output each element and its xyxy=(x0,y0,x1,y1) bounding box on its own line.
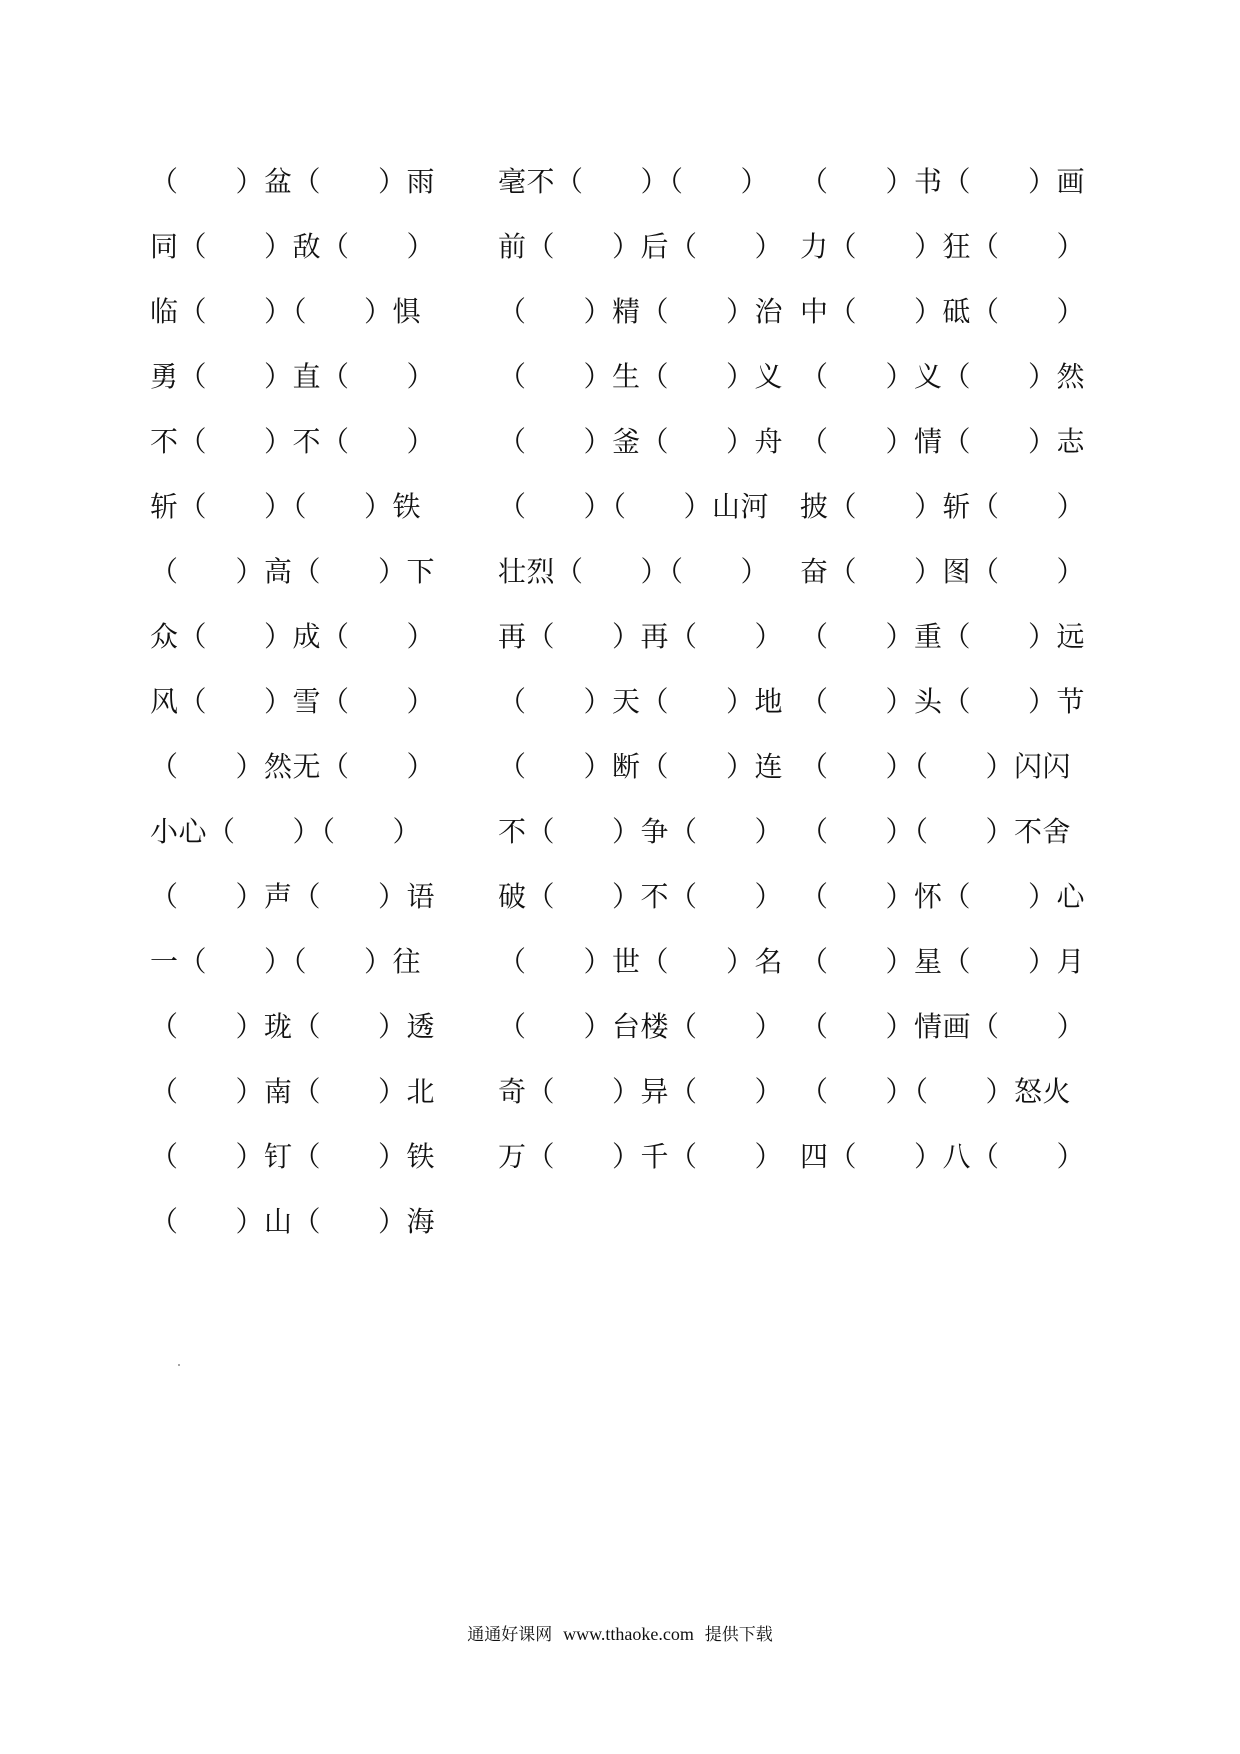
idiom-blank: 众（ ）成（ ） xyxy=(150,620,436,653)
idiom-blank: （ ）珑（ ）透 xyxy=(150,1010,436,1043)
idiom-blank: （ ）怀（ ）心 xyxy=(800,880,1086,913)
worksheet-row xyxy=(150,617,1140,682)
idiom-blank: 奋（ ）图（ ） xyxy=(800,555,1086,588)
idiom-blank: （ ）书（ ）画 xyxy=(800,165,1086,198)
worksheet-row xyxy=(150,552,1140,617)
worksheet-row xyxy=(150,1202,1140,1267)
page-footer xyxy=(0,1622,1240,1647)
idiom-blank: 中（ ）砥（ ） xyxy=(800,295,1086,328)
worksheet-row xyxy=(150,487,1140,552)
idiom-blank: 斩（ ）（ ）铁 xyxy=(150,490,422,523)
idiom-blank: 同（ ）敌（ ） xyxy=(150,230,436,263)
worksheet-row xyxy=(150,1072,1140,1137)
idiom-blank: （ ）（ ）怒火 xyxy=(800,1075,1072,1108)
idiom-blank: （ ）星（ ）月 xyxy=(800,945,1086,978)
idiom-blank: （ ）生（ ）义 xyxy=(498,360,784,393)
idiom-blank: （ ）头（ ）节 xyxy=(800,685,1086,718)
worksheet-row xyxy=(150,1007,1140,1072)
idiom-blank: （ ）台楼（ ） xyxy=(498,1010,784,1043)
idiom-blank: （ ）义（ ）然 xyxy=(800,360,1086,393)
idiom-blank: （ ）重（ ）远 xyxy=(800,620,1086,653)
idiom-blank: 一（ ）（ ）往 xyxy=(150,945,422,978)
idiom-blank: 再（ ）再（ ） xyxy=(498,620,784,653)
footer-url: www.tthaoke.com xyxy=(563,1624,694,1644)
worksheet-row xyxy=(150,227,1140,292)
idiom-blank: 不（ ）争（ ） xyxy=(498,815,784,848)
idiom-blank: 壮烈（ ）（ ） xyxy=(498,555,770,588)
idiom-blank: （ ）南（ ）北 xyxy=(150,1075,436,1108)
worksheet-row xyxy=(150,877,1140,942)
idiom-blank: （ ）断（ ）连 xyxy=(498,750,784,783)
idiom-blank: 万（ ）千（ ） xyxy=(498,1140,784,1173)
idiom-blank: 毫不（ ）（ ） xyxy=(498,165,770,198)
idiom-blank: （ ）高（ ）下 xyxy=(150,555,436,588)
idiom-blank: （ ）情（ ）志 xyxy=(800,425,1086,458)
idiom-blank: （ ）精（ ）治 xyxy=(498,295,784,328)
idiom-blank: （ ）釜（ ）舟 xyxy=(498,425,784,458)
idiom-blank: 临（ ）（ ）惧 xyxy=(150,295,422,328)
idiom-blank: 小心（ ）（ ） xyxy=(150,815,422,848)
footer-site-name: 通通好课网 xyxy=(467,1625,553,1645)
idiom-blank: 力（ ）狂（ ） xyxy=(800,230,1086,263)
idiom-fill-in-rows xyxy=(150,162,1140,1267)
idiom-blank: （ ）山（ ）海 xyxy=(150,1205,436,1238)
idiom-blank: （ ）然无（ ） xyxy=(150,750,436,783)
worksheet-row xyxy=(150,682,1140,747)
worksheet-row xyxy=(150,1137,1140,1202)
idiom-blank: 风（ ）雪（ ） xyxy=(150,685,436,718)
idiom-blank: 破（ ）不（ ） xyxy=(498,880,784,913)
idiom-blank: （ ）（ ）闪闪 xyxy=(800,750,1072,783)
worksheet-row xyxy=(150,357,1140,422)
worksheet-row xyxy=(150,422,1140,487)
idiom-blank: （ ）钉（ ）铁 xyxy=(150,1140,436,1173)
idiom-blank: （ ）盆（ ）雨 xyxy=(150,165,436,198)
worksheet-row xyxy=(150,812,1140,877)
footer-suffix: 提供下载 xyxy=(704,1625,773,1645)
idiom-blank: （ ）（ ）山河 xyxy=(498,490,770,523)
idiom-blank: 奇（ ）异（ ） xyxy=(498,1075,784,1108)
worksheet-row xyxy=(150,747,1140,812)
worksheet-row xyxy=(150,162,1140,227)
idiom-blank: 披（ ）斩（ ） xyxy=(800,490,1086,523)
idiom-blank: 四（ ）八（ ） xyxy=(800,1140,1086,1173)
scan-speck xyxy=(178,1364,180,1366)
worksheet-row xyxy=(150,292,1140,357)
worksheet-row xyxy=(150,942,1140,1007)
idiom-blank: （ ）（ ）不舍 xyxy=(800,815,1072,848)
idiom-blank: 勇（ ）直（ ） xyxy=(150,360,436,393)
idiom-blank: （ ）世（ ）名 xyxy=(498,945,784,978)
idiom-blank: （ ）情画（ ） xyxy=(800,1010,1086,1043)
idiom-blank: 前（ ）后（ ） xyxy=(498,230,784,263)
idiom-blank: （ ）声（ ）语 xyxy=(150,880,436,913)
idiom-blank: 不（ ）不（ ） xyxy=(150,425,436,458)
idiom-blank: （ ）天（ ）地 xyxy=(498,685,784,718)
